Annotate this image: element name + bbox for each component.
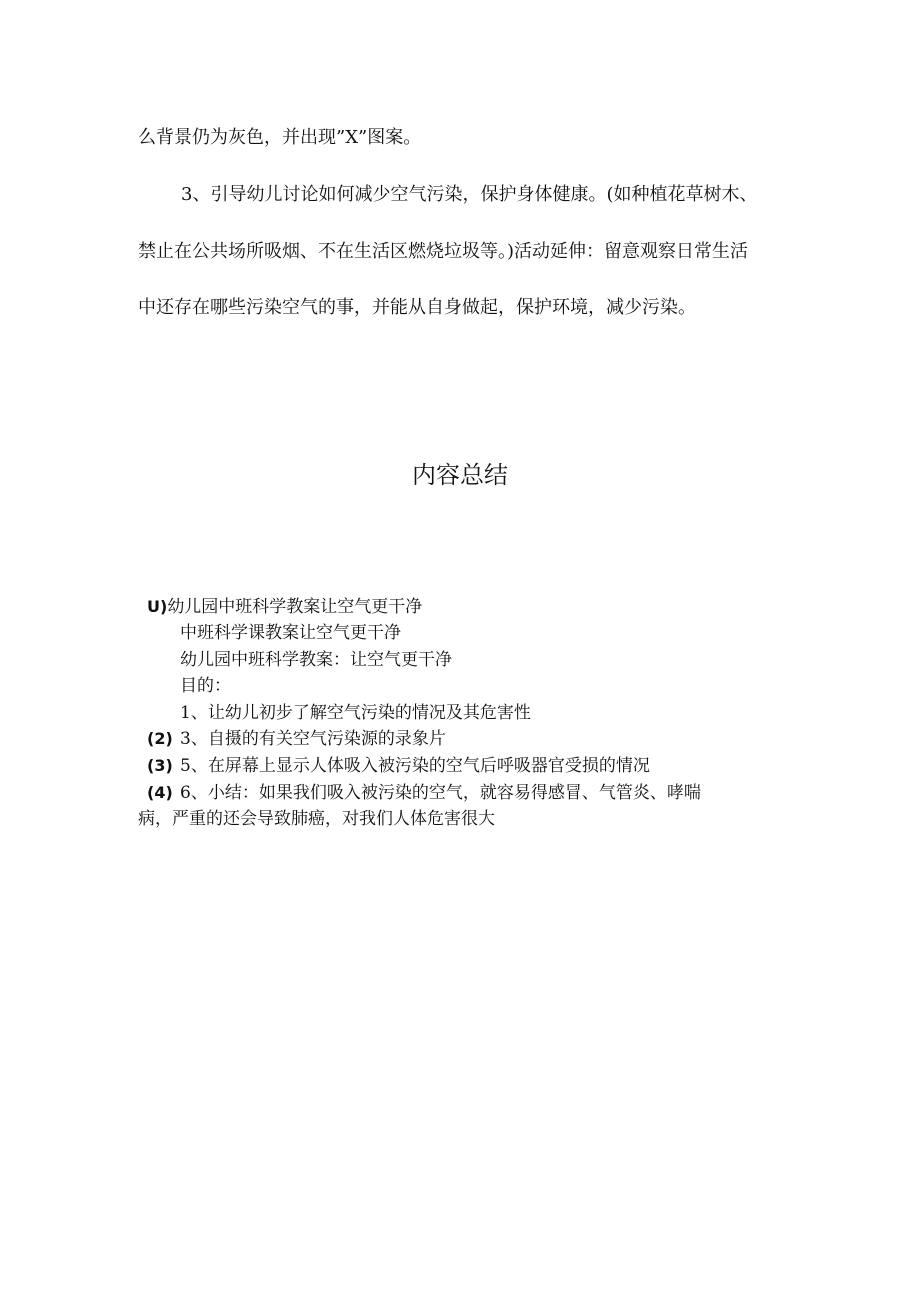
- summary-line-2: 中班科学课教案让空气更干净: [180, 623, 401, 643]
- summary-item-1-text: 幼儿园中班科学教案让空气更干净: [167, 597, 423, 617]
- summary-item-2-marker: (2): [147, 729, 173, 748]
- summary-item-4-text: 6、小结：如果我们吸入被污染的空气，就容易得感冒、气管炎、哮喘: [180, 783, 701, 803]
- summary-item-1-marker: U): [147, 597, 168, 616]
- summary-heading: 内容总结: [412, 461, 508, 489]
- summary-item-4-continuation: 病，严重的还会导致肺癌，对我们人体危害很大: [138, 809, 495, 829]
- summary-item-2-text: 3、自摄的有关空气污染源的录象片: [180, 729, 446, 749]
- paragraph-line-2: 3、引导幼儿讨论如何减少空气污染，保护身体健康。(如种植花草树木、: [181, 184, 758, 205]
- summary-item-1: [147, 596, 422, 618]
- summary-line-3: 幼儿园中班科学教案：让空气更干净: [180, 650, 452, 670]
- summary-item-3-marker: (3): [147, 756, 173, 775]
- paragraph-line-1: 么背景仍为灰色，并出现”X”图案。: [138, 127, 422, 148]
- summary-line-4: 目的：: [180, 676, 231, 696]
- paragraph-line-3: 禁止在公共场所吸烟、不在生活区燃烧垃圾等。)活动延伸：留意观察日常生活: [138, 241, 749, 262]
- summary-item-4: [147, 782, 701, 804]
- summary-item-2: [147, 728, 446, 750]
- summary-item-4-marker: (4): [147, 783, 173, 802]
- paragraph-line-4: 中还存在哪些污染空气的事，并能从自身做起，保护环境，减少污染。: [138, 297, 696, 318]
- summary-item-3: [147, 755, 650, 777]
- summary-item-3-text: 5、在屏幕上显示人体吸入被污染的空气后呼吸器官受损的情况: [180, 756, 650, 776]
- summary-line-5: 1、让幼儿初步了解空气污染的情况及其危害性: [180, 703, 531, 723]
